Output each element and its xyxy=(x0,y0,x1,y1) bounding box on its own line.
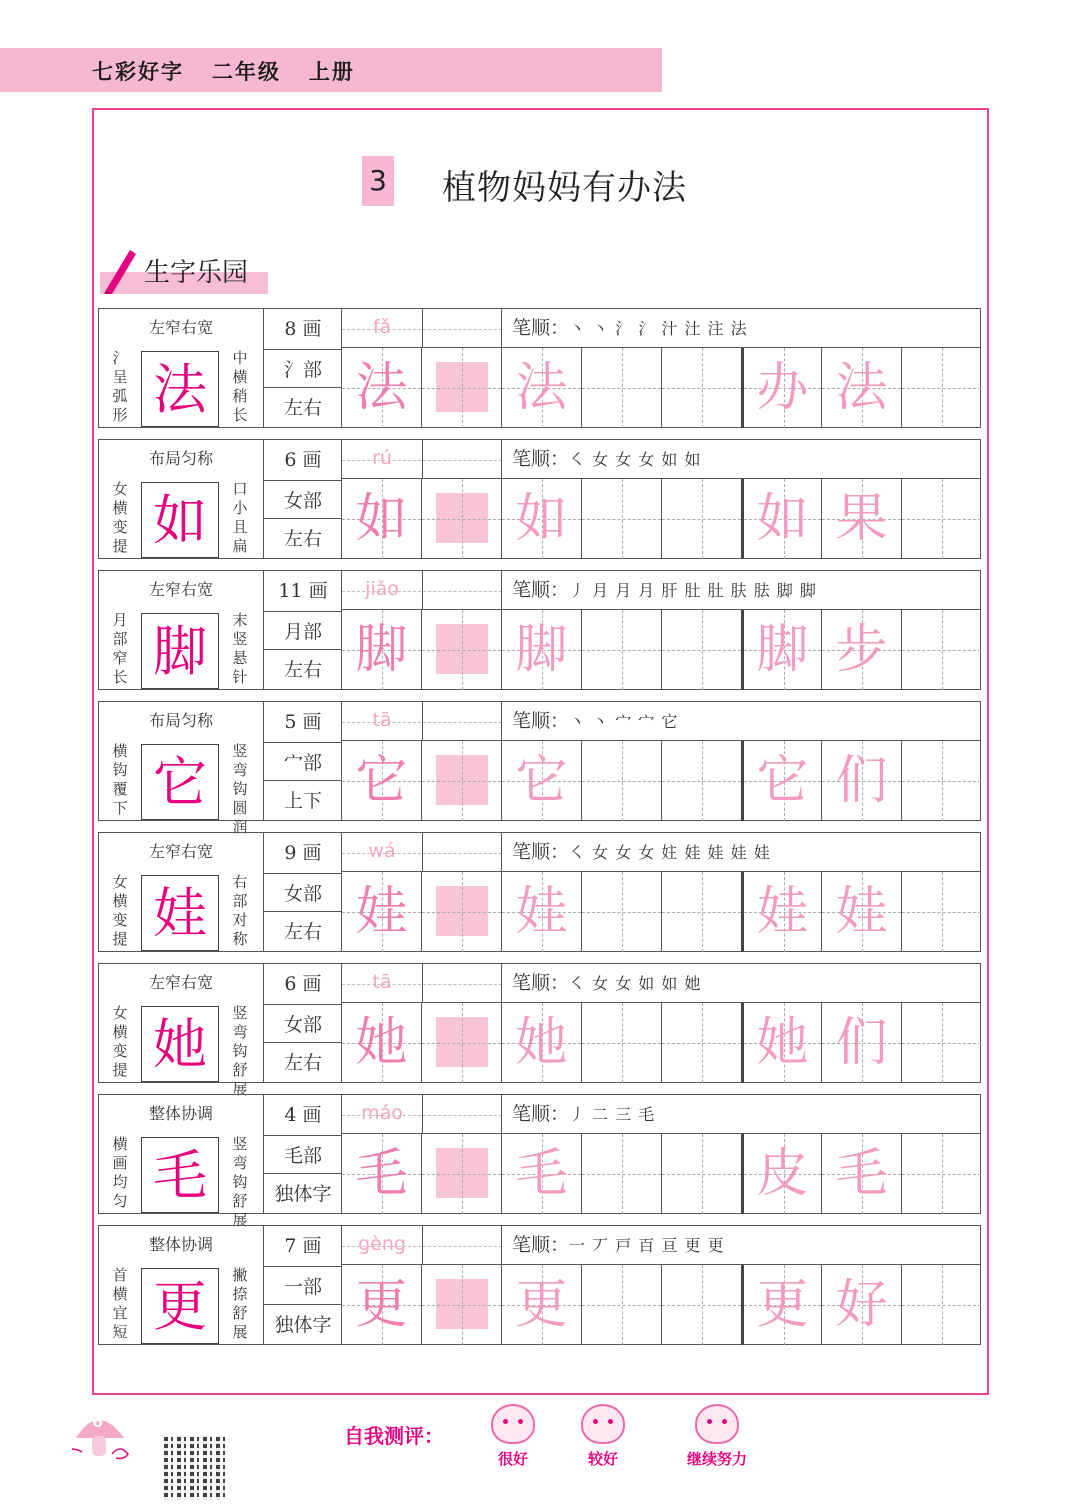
left-tip: 首横宜短 xyxy=(112,1266,128,1341)
stroke-order-steps: 丶 丶 宀 宀 它 xyxy=(569,712,679,731)
practice-cell[interactable] xyxy=(661,872,741,952)
practice-cell[interactable] xyxy=(421,741,501,821)
page-number-badge xyxy=(72,1408,124,1458)
model-character: 脚 xyxy=(153,620,207,683)
practice-cell[interactable] xyxy=(901,610,981,690)
stroke-order-steps: 一 丆 戸 百 亘 更 更 xyxy=(569,1236,725,1255)
practice-cell[interactable] xyxy=(341,610,421,690)
trace-character: 她 xyxy=(756,1013,809,1073)
trace-character: 娃 xyxy=(355,882,408,942)
trace-character: 们 xyxy=(835,751,888,811)
practice-cell[interactable] xyxy=(661,741,741,821)
practice-cell[interactable] xyxy=(661,1134,741,1214)
left-tip: 女横变提 xyxy=(112,480,128,555)
trace-character: 如 xyxy=(756,489,809,549)
right-tip: 中横稍长 xyxy=(232,349,248,424)
structure: 左右 xyxy=(263,911,342,952)
stroke-count: 6 画 xyxy=(263,440,342,480)
qr-code[interactable] xyxy=(164,1436,228,1500)
left-tip: 月部窄长 xyxy=(112,611,128,686)
practice-cell[interactable] xyxy=(741,610,821,690)
radical: 毛部 xyxy=(263,1135,342,1174)
model-character: 法 xyxy=(153,358,207,421)
trace-character: 法 xyxy=(355,358,408,418)
radical: 女部 xyxy=(263,1004,342,1043)
lesson-title: 植物妈妈有办法 xyxy=(442,168,687,208)
pinyin: rú xyxy=(372,447,392,469)
trace-character: 法 xyxy=(835,358,888,418)
left-tip: 横画均匀 xyxy=(112,1135,128,1210)
stroke-count: 8 画 xyxy=(263,309,342,349)
right-tip: 撇捺舒展 xyxy=(232,1266,248,1341)
stroke-order-steps: 丶 丶 氵 氵 汁 汢 注 法 xyxy=(569,319,748,338)
header-band xyxy=(0,48,662,92)
stroke-order xyxy=(501,309,980,347)
practice-cell[interactable] xyxy=(661,610,741,690)
radical: 女部 xyxy=(263,873,342,912)
model-character: 她 xyxy=(153,1013,207,1076)
pinyin: gèng xyxy=(358,1233,406,1255)
trace-character: 如 xyxy=(515,489,568,549)
practice-grid xyxy=(341,609,980,690)
pinyin: tā xyxy=(372,971,392,993)
practice-cell[interactable] xyxy=(501,610,581,690)
left-tip: 女横变提 xyxy=(112,873,128,948)
practice-cell[interactable] xyxy=(661,479,741,559)
radical: 月部 xyxy=(263,611,342,650)
character-block xyxy=(98,963,981,1098)
practice-cell[interactable] xyxy=(501,1265,581,1345)
character-block xyxy=(98,701,981,836)
practice-cell[interactable] xyxy=(501,1003,581,1083)
trace-character: 法 xyxy=(515,358,568,418)
stroke-count: 7 画 xyxy=(263,1226,342,1266)
trace-character: 它 xyxy=(355,751,408,811)
structure: 上下 xyxy=(263,780,342,821)
right-tip: 竖弯钩舒展 xyxy=(232,1004,248,1098)
practice-cell[interactable] xyxy=(341,348,421,428)
practice-cell[interactable] xyxy=(341,1003,421,1083)
trace-character: 办 xyxy=(756,358,809,418)
left-tip: 女横变提 xyxy=(112,1004,128,1079)
trace-character: 她 xyxy=(515,1013,568,1073)
rating-good[interactable]: 较好 xyxy=(558,1404,648,1469)
trace-character: 她 xyxy=(355,1013,408,1073)
trace-character: 娃 xyxy=(835,882,888,942)
right-tip: 竖弯钩圆润 xyxy=(232,742,248,836)
practice-cell[interactable] xyxy=(661,1003,741,1083)
character-block xyxy=(98,570,981,690)
stroke-order-label: 笔顺： xyxy=(512,710,570,732)
pinyin-band xyxy=(341,833,502,871)
trace-character: 脚 xyxy=(515,620,568,680)
practice-cell[interactable] xyxy=(501,479,581,559)
pinyin-band xyxy=(341,1095,502,1133)
lesson-number: 3 xyxy=(362,156,394,206)
pinyin-band xyxy=(341,440,502,478)
trace-character: 更 xyxy=(756,1275,809,1335)
self-eval-label: 自我测评： xyxy=(344,1424,444,1448)
pencil-icon xyxy=(100,242,140,294)
stroke-order-label: 笔顺： xyxy=(512,317,570,339)
structure: 左右 xyxy=(263,518,342,559)
practice-grid xyxy=(341,1264,980,1345)
pinyin: fǎ xyxy=(372,316,392,338)
practice-cell[interactable] xyxy=(821,348,901,428)
stroke-order xyxy=(501,1226,980,1264)
model-character-box xyxy=(141,351,219,427)
stroke-order-steps: ㇛ 女 女 女 妵 娃 娃 娃 娃 xyxy=(569,843,771,862)
stroke-order-label: 笔顺： xyxy=(512,1103,570,1125)
pinyin: máo xyxy=(361,1102,403,1124)
stroke-count: 4 画 xyxy=(263,1095,342,1135)
layout-note: 布局匀称 xyxy=(148,449,213,468)
stroke-count: 6 画 xyxy=(263,964,342,1004)
stroke-order-steps: ㇛ 女 女 如 如 她 xyxy=(569,974,702,993)
radical: 氵部 xyxy=(263,349,342,388)
book-title: 七彩好字 二年级 上册 xyxy=(92,60,355,84)
layout-note: 左窄右宽 xyxy=(148,973,213,992)
pinyin: jiǎo xyxy=(365,578,399,600)
practice-cell[interactable] xyxy=(581,348,661,428)
stroke-order-label: 笔顺： xyxy=(512,448,570,470)
model-character-box xyxy=(141,744,219,820)
practice-cell[interactable] xyxy=(661,1265,741,1345)
character-block xyxy=(98,832,981,952)
model-character: 娃 xyxy=(153,882,207,945)
stroke-order xyxy=(501,964,980,1002)
practice-cell[interactable] xyxy=(741,348,821,428)
stroke-order-label: 笔顺： xyxy=(512,579,570,601)
trace-character: 娃 xyxy=(756,882,809,942)
trace-character: 它 xyxy=(756,751,809,811)
practice-cell[interactable] xyxy=(661,348,741,428)
sad-face-icon xyxy=(695,1404,739,1444)
practice-grid xyxy=(341,478,980,559)
structure: 左右 xyxy=(263,387,342,428)
neutral-face-icon xyxy=(581,1404,625,1444)
model-character: 毛 xyxy=(153,1144,207,1207)
stroke-order-label: 笔顺： xyxy=(512,972,570,994)
pinyin-band xyxy=(341,309,502,347)
right-tip: 竖弯钩舒展 xyxy=(232,1135,248,1229)
practice-cell[interactable] xyxy=(741,872,821,952)
stroke-order-steps: ㇛ 女 女 女 如 如 xyxy=(569,450,702,469)
pinyin-band xyxy=(341,702,502,740)
trace-character: 皮 xyxy=(756,1144,809,1204)
practice-cell[interactable] xyxy=(901,872,981,952)
practice-grid xyxy=(341,1002,980,1083)
stroke-order xyxy=(501,571,980,609)
trace-character: 脚 xyxy=(355,620,408,680)
practice-cell[interactable] xyxy=(341,479,421,559)
rating-keep-trying[interactable]: 继续努力 xyxy=(662,1404,772,1469)
character-block xyxy=(98,308,981,428)
right-tip: 末竖悬针 xyxy=(232,611,248,686)
model-character: 更 xyxy=(153,1275,207,1338)
rating-very-good[interactable]: 很好 xyxy=(468,1404,558,1469)
practice-cell[interactable] xyxy=(741,479,821,559)
left-tip: 横钩覆下 xyxy=(112,742,128,817)
trace-character: 毛 xyxy=(515,1144,568,1204)
practice-cell[interactable] xyxy=(421,610,501,690)
structure: 独体字 xyxy=(263,1173,342,1214)
practice-cell[interactable] xyxy=(741,741,821,821)
practice-cell[interactable] xyxy=(581,610,661,690)
practice-cell[interactable] xyxy=(341,1265,421,1345)
practice-cell[interactable] xyxy=(821,872,901,952)
trace-character: 们 xyxy=(835,1013,888,1073)
stroke-order-label: 笔顺： xyxy=(512,841,570,863)
trace-character: 果 xyxy=(835,489,888,549)
stroke-count: 9 画 xyxy=(263,833,342,873)
practice-cell[interactable] xyxy=(581,1265,661,1345)
stroke-count: 5 画 xyxy=(263,702,342,742)
radical: 一部 xyxy=(263,1266,342,1305)
trace-character: 更 xyxy=(515,1275,568,1335)
practice-cell[interactable] xyxy=(581,741,661,821)
practice-cell[interactable] xyxy=(901,479,981,559)
stroke-order-steps: 丿 月 月 月 肝 肚 肚 肤 胠 脚 脚 xyxy=(569,581,817,600)
practice-cell[interactable] xyxy=(421,348,501,428)
layout-note: 布局匀称 xyxy=(148,711,213,730)
practice-grid xyxy=(341,871,980,952)
practice-cell[interactable] xyxy=(821,479,901,559)
practice-cell[interactable] xyxy=(341,1134,421,1214)
practice-cell[interactable] xyxy=(901,1265,981,1345)
stroke-order xyxy=(501,833,980,871)
trace-character: 好 xyxy=(835,1275,888,1335)
stroke-order-steps: 丿 二 三 毛 xyxy=(569,1105,656,1124)
practice-cell[interactable] xyxy=(501,741,581,821)
layout-note: 左窄右宽 xyxy=(148,842,213,861)
practice-cell[interactable] xyxy=(821,610,901,690)
trace-character: 如 xyxy=(355,489,408,549)
practice-cell[interactable] xyxy=(821,1134,901,1214)
layout-note: 左窄右宽 xyxy=(148,580,213,599)
practice-cell[interactable] xyxy=(421,872,501,952)
practice-cell[interactable] xyxy=(581,872,661,952)
right-tip: 右部对称 xyxy=(232,873,248,948)
layout-note: 整体协调 xyxy=(148,1104,213,1123)
stroke-order xyxy=(501,1095,980,1133)
structure: 左右 xyxy=(263,1042,342,1083)
structure: 独体字 xyxy=(263,1304,342,1345)
trace-character: 毛 xyxy=(355,1144,408,1204)
stroke-count: 11 画 xyxy=(263,571,342,611)
model-character-box xyxy=(141,482,219,558)
practice-cell[interactable] xyxy=(421,479,501,559)
pinyin-band xyxy=(341,571,502,609)
model-character-box xyxy=(141,875,219,951)
practice-grid xyxy=(341,1133,980,1214)
practice-cell[interactable] xyxy=(901,741,981,821)
practice-cell[interactable] xyxy=(741,1003,821,1083)
trace-character: 更 xyxy=(355,1275,408,1335)
character-block xyxy=(98,1094,981,1229)
practice-cell[interactable] xyxy=(501,872,581,952)
layout-note: 整体协调 xyxy=(148,1235,213,1254)
section-header xyxy=(100,242,268,294)
practice-cell[interactable] xyxy=(901,348,981,428)
practice-cell[interactable] xyxy=(821,1265,901,1345)
practice-cell[interactable] xyxy=(341,872,421,952)
model-character-box xyxy=(141,1006,219,1082)
right-tip: 口小且扁 xyxy=(232,480,248,555)
trace-character: 它 xyxy=(515,751,568,811)
practice-cell[interactable] xyxy=(341,741,421,821)
model-character-box xyxy=(141,1137,219,1213)
layout-note: 左窄右宽 xyxy=(148,318,213,337)
pinyin-band xyxy=(341,1226,502,1264)
practice-cell[interactable] xyxy=(421,1265,501,1345)
practice-cell[interactable] xyxy=(821,741,901,821)
practice-cell[interactable] xyxy=(901,1134,981,1214)
stroke-order xyxy=(501,440,980,478)
pinyin-band xyxy=(341,964,502,1002)
section-title: 生字乐园 xyxy=(144,258,249,288)
practice-cell[interactable] xyxy=(501,348,581,428)
practice-cell[interactable] xyxy=(581,479,661,559)
smile-face-icon xyxy=(491,1404,535,1444)
trace-character: 毛 xyxy=(835,1144,888,1204)
trace-character: 步 xyxy=(835,620,888,680)
practice-cell[interactable] xyxy=(421,1003,501,1083)
practice-cell[interactable] xyxy=(421,1134,501,1214)
practice-grid xyxy=(341,740,980,821)
left-tip: 氵呈弧形 xyxy=(112,349,128,424)
model-character: 它 xyxy=(153,751,207,814)
model-character-box xyxy=(141,613,219,689)
pinyin: tā xyxy=(372,709,392,731)
practice-cell[interactable] xyxy=(901,1003,981,1083)
radical: 宀部 xyxy=(263,742,342,781)
trace-character: 脚 xyxy=(756,620,809,680)
radical: 女部 xyxy=(263,480,342,519)
model-character: 如 xyxy=(153,489,207,552)
model-character-box xyxy=(141,1268,219,1344)
structure: 左右 xyxy=(263,649,342,690)
practice-cell[interactable] xyxy=(741,1265,821,1345)
page-number: 6 xyxy=(92,1412,104,1431)
stroke-order xyxy=(501,702,980,740)
character-block xyxy=(98,1225,981,1345)
practice-cell[interactable] xyxy=(501,1134,581,1214)
practice-cell[interactable] xyxy=(741,1134,821,1214)
stroke-order-label: 笔顺： xyxy=(512,1234,570,1256)
practice-cell[interactable] xyxy=(581,1134,661,1214)
pinyin: wá xyxy=(368,840,396,862)
practice-cell[interactable] xyxy=(581,1003,661,1083)
practice-cell[interactable] xyxy=(821,1003,901,1083)
character-block xyxy=(98,439,981,559)
trace-character: 娃 xyxy=(515,882,568,942)
practice-grid xyxy=(341,347,980,428)
